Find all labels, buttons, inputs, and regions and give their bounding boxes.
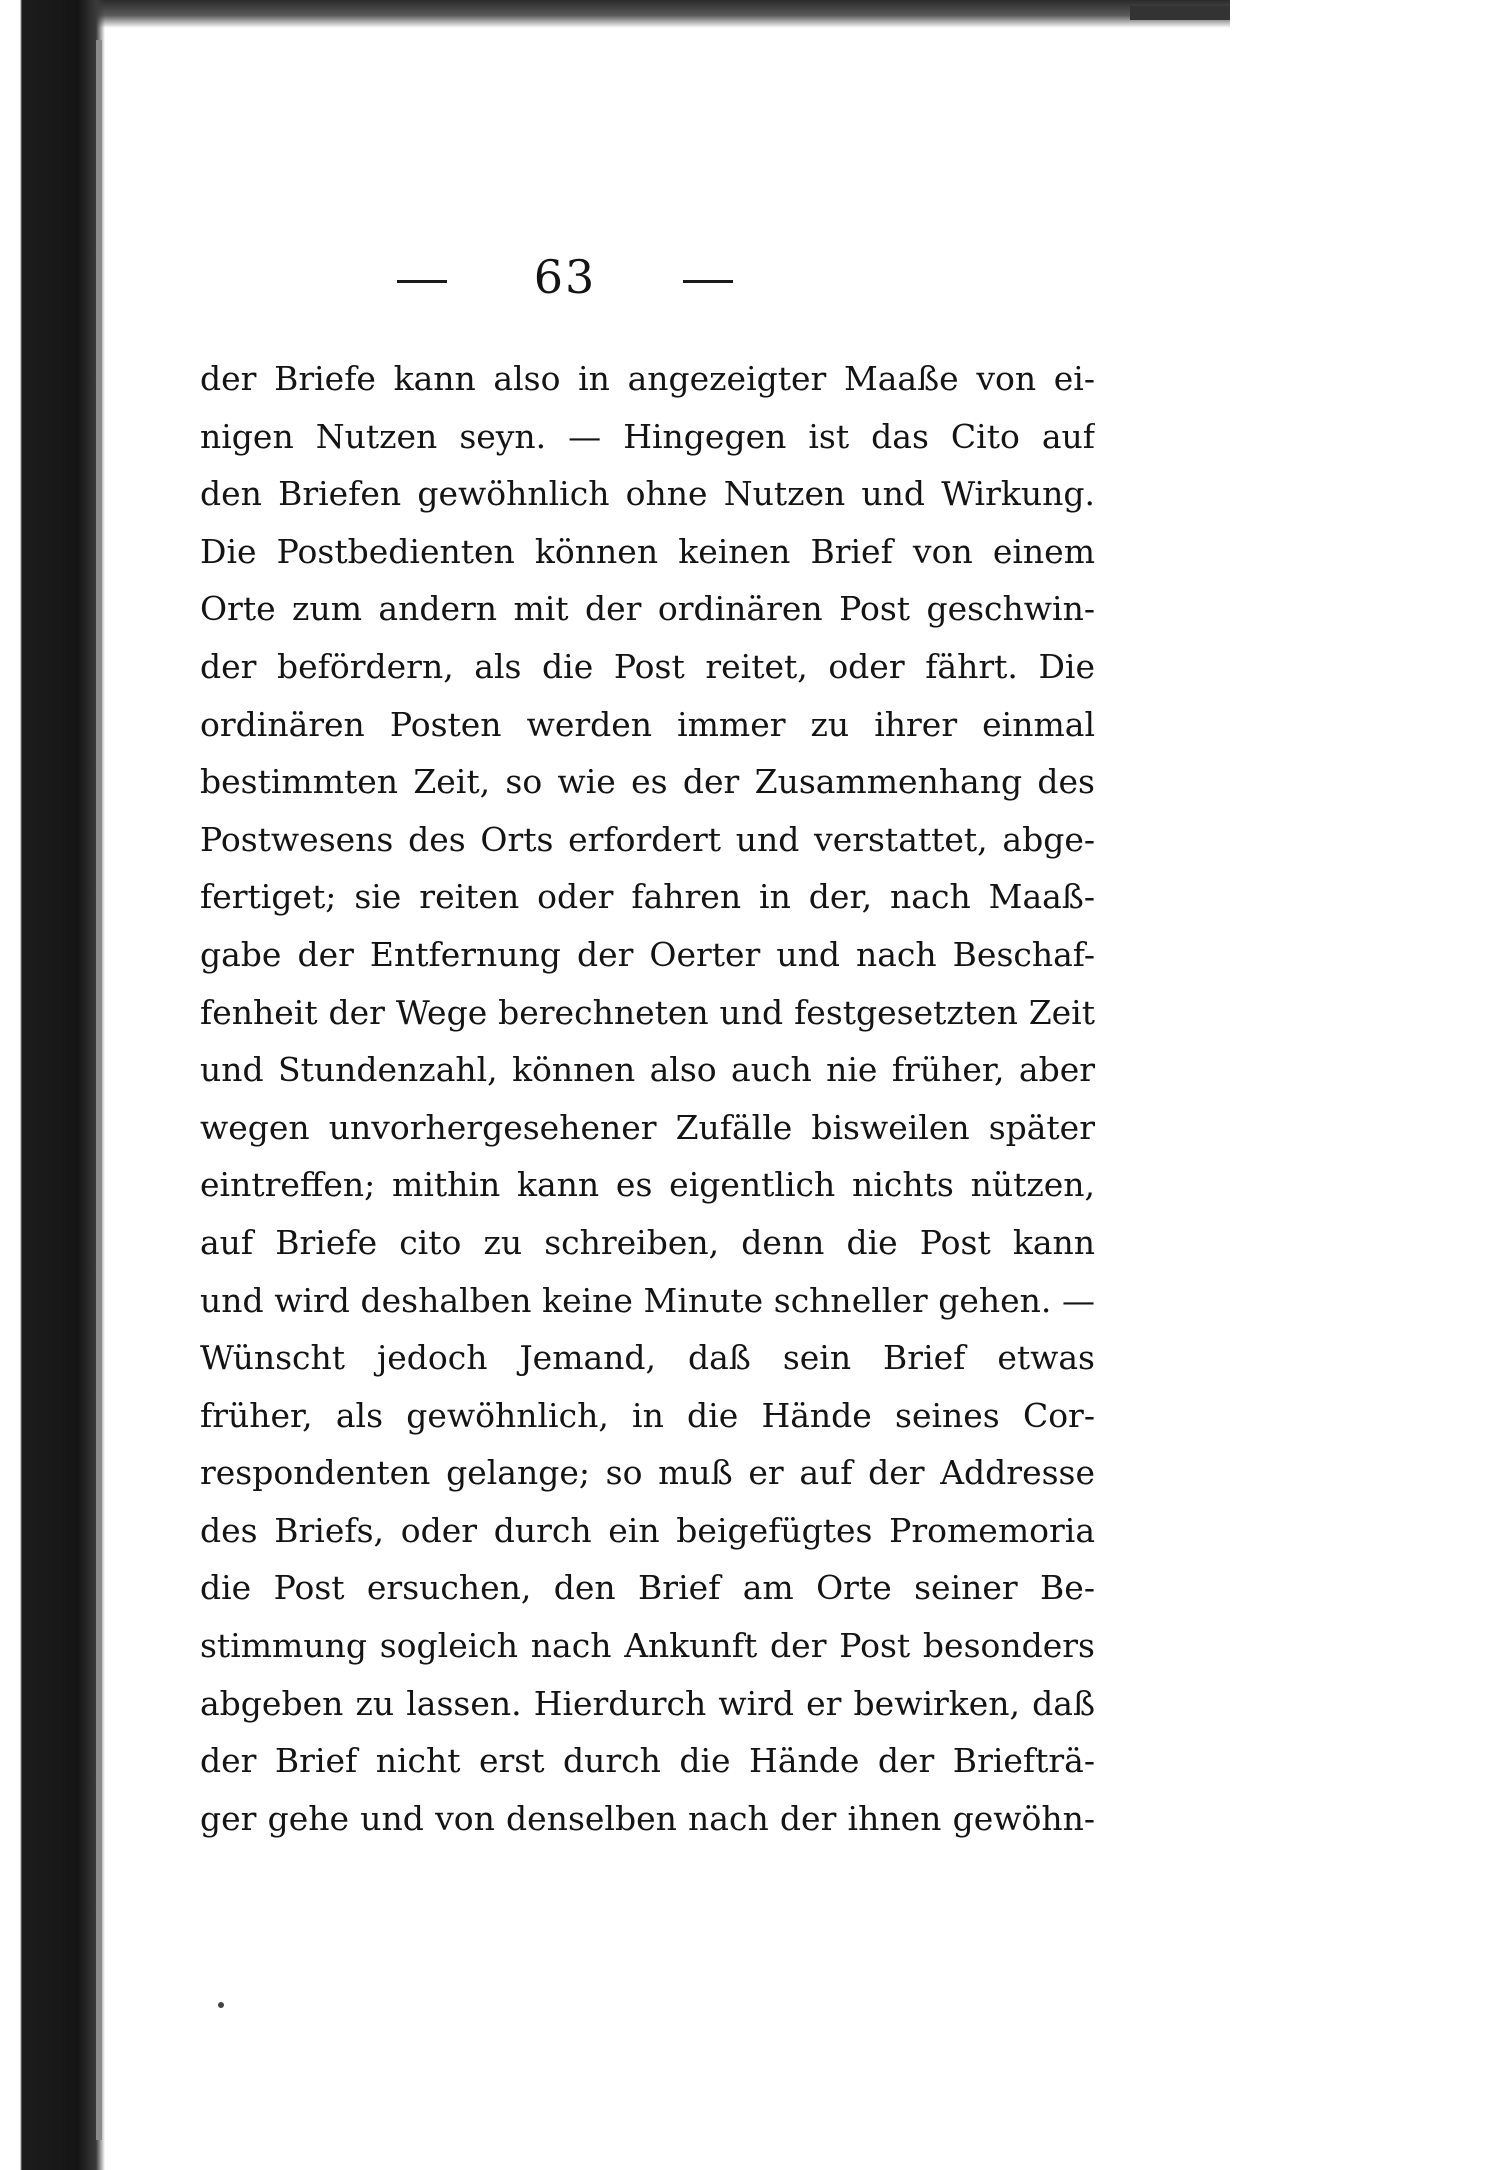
text-line: ordinären Posten werden immer zu ihrer einmal [200, 704, 1095, 744]
text-line: wegen unvorhergesehener Zufälle bisweilen später [200, 1107, 1095, 1147]
text-line: fenheit der Wege berechneten und festgesetzten Zeit [200, 992, 1095, 1032]
text-line: gabe der Entfernung der Oerter und nach Beschaf- [200, 934, 1095, 974]
text-line: Wünscht jedoch Jemand, daß sein Brief etwas [200, 1338, 1095, 1378]
text-line: eintreffen; mithin kann es eigentlich nichts nützen, [200, 1165, 1095, 1205]
page-number: 63 [533, 250, 597, 304]
text-line: früher, als gewöhnlich, in die Hände seines Cor- [200, 1395, 1095, 1435]
text-line: auf Briefe cito zu schreiben, denn die Post kann [200, 1222, 1095, 1262]
scan-speck [218, 2002, 224, 2008]
scan-left-binding-edge [0, 0, 105, 2170]
text-line: abgeben zu lassen. Hierdurch wird er bewirken, daß [200, 1683, 1095, 1723]
text-line: Die Postbedienten können keinen Brief von einem [200, 531, 1095, 571]
header-dash-right [683, 280, 733, 283]
text-line: des Briefs, oder durch ein beigefügtes Promemoria [200, 1510, 1095, 1550]
scan-left-binding-shadow [96, 40, 102, 2140]
scan-top-edge [30, 0, 1230, 28]
text-line: der Briefe kann also in angezeigter Maaße von ei- [200, 359, 1095, 398]
body-text [200, 350, 1095, 1847]
text-line: respondenten gelange; so muß er auf der Addresse [200, 1453, 1095, 1493]
text-line: der Brief nicht erst durch die Hände der Briefträ- [200, 1741, 1095, 1781]
text-line: den Briefen gewöhnlich ohne Nutzen und Wirkung. [200, 474, 1095, 514]
scan-top-edge-mark [1130, 6, 1230, 20]
text-line: Orte zum andern mit der ordinären Post geschwin- [200, 589, 1095, 629]
text-line: bestimmten Zeit, so wie es der Zusammenhang des [200, 762, 1095, 802]
page-header [0, 250, 1130, 304]
text-line: und Stundenzahl, können also auch nie früher, aber [200, 1050, 1095, 1090]
header-dash-left [397, 280, 447, 283]
text-line: ger gehe und von denselben nach der ihnen gewöhn- [200, 1798, 1095, 1838]
text-line: der befördern, als die Post reitet, oder fährt. Die [200, 646, 1095, 686]
text-line: und wird deshalben keine Minute schneller gehen. — [200, 1280, 1095, 1320]
text-line: stimmung sogleich nach Ankunft der Post besonders [200, 1626, 1095, 1666]
text-line: nigen Nutzen seyn. — Hingegen ist das Cito auf [200, 416, 1095, 456]
text-line: die Post ersuchen, den Brief am Orte seiner Be- [200, 1568, 1095, 1608]
text-line: Postwesens des Orts erfordert und verstattet, abge- [200, 819, 1095, 859]
text-line: fertiget; sie reiten oder fahren in der, nach Maaß- [200, 877, 1095, 917]
